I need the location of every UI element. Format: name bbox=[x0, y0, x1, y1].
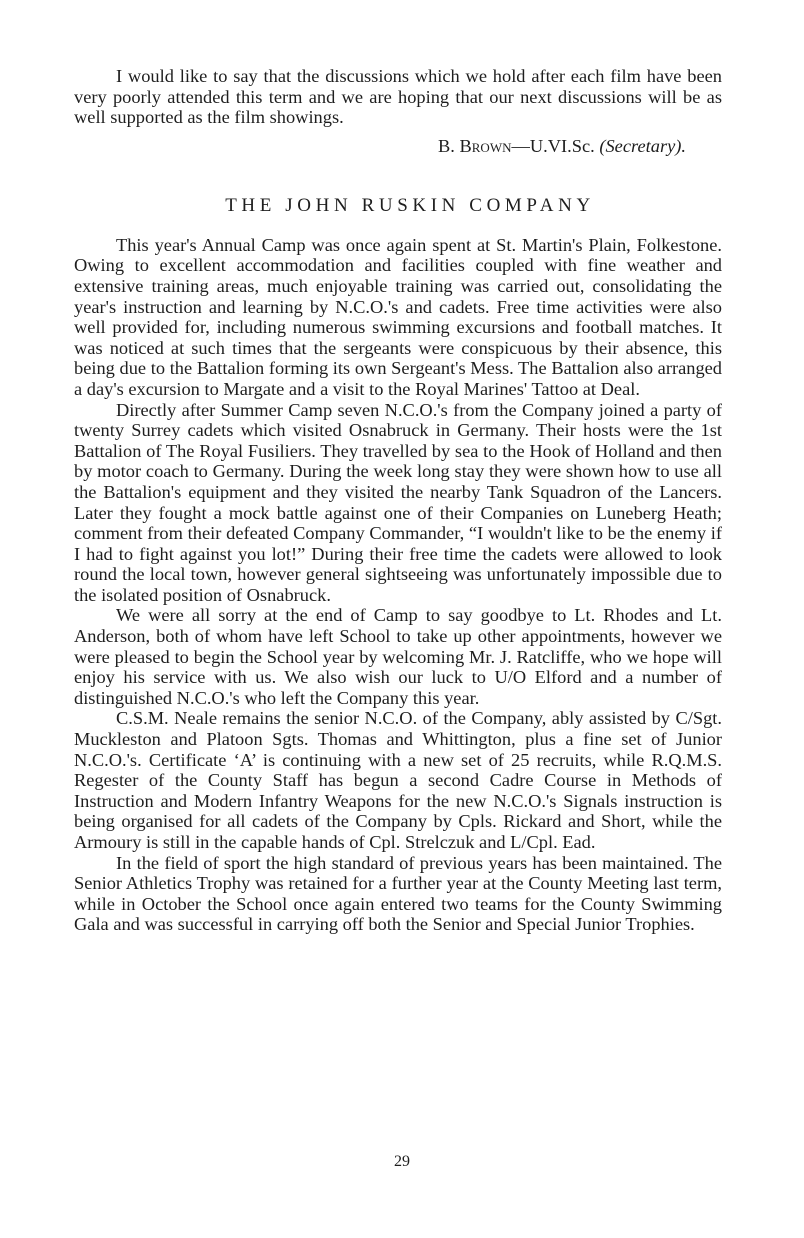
signature-name: B. Brown bbox=[438, 135, 512, 156]
body-paragraph: C.S.M. Neale remains the senior N.C.O. of the Company, ably assisted by C/Sgt. Muckleston and Platoon Sgts. Thomas and Whittington, plus a fine set of Junior N.C.O.'s. Certificate ‘A’ is continuing with a new set of 25 recruits, while R.Q.M.S. Regester of the County Staff has begun a second Cadre Course in Methods of Instruction and Modern Infantry Weapons for the new N.C.O.'s Signals instruction is being organised for all cadets of the Company by Cpls. Rickard and Short, while the Armoury is still in the capable hands of Cpl. Strelczuk and L/Cpl. Ead. bbox=[74, 708, 722, 852]
signature-line bbox=[74, 136, 686, 157]
page-number: 29 bbox=[394, 1153, 410, 1170]
signature-form: —U.VI.Sc. bbox=[511, 135, 595, 156]
body-paragraph: In the field of sport the high standard of previous years has been maintained. The Senior Athletics Trophy was retained for a further year at the County Meeting last term, while in October the School once again entered two teams for the County Swimming Gala and was successful in carrying off both the Senior and Special Junior Trophies. bbox=[74, 852, 722, 935]
section-heading: THE JOHN RUSKIN COMPANY bbox=[225, 194, 595, 216]
body-paragraph: We were all sorry at the end of Camp to say goodbye to Lt. Rhodes and Lt. Anderson, both of whom have left School to take up other appointments, however we were pleased to begin the School year by welcoming Mr. J. Ratcliffe, who we hope will enjoy his service with us. We also wish our luck to U/O Elford and a number of distinguished N.C.O.'s who left the Company this year. bbox=[74, 605, 722, 708]
document-page bbox=[74, 66, 722, 935]
intro-paragraph: I would like to say that the discussions which we hold after each film have been very poorly attended this term and we are hoping that our next discussions will be as well supported as the film showings. bbox=[74, 66, 722, 128]
body-paragraph: Directly after Summer Camp seven N.C.O.'s from the Company joined a party of twenty Surrey cadets which visited Osnabruck in Germany. Their hosts were the 1st Battalion of The Royal Fusiliers. They travelled by sea to the Hook of Holland and then by motor coach to Germany. During the week long stay they were shown how to use all the Battalion's equipment and they visited the nearby Tank Squadron of the Lancers. Later they fought a mock battle against one of their Companies on Luneberg Heath; comment from their defeated Company Commander, “I wouldn't like to be the enemy if I had to fight against you lot!” During their free time the cadets were allowed to look round the local town, however general sightseeing was unfortunately impossible due to the isolated position of Osnabruck. bbox=[74, 399, 722, 605]
signature-role: (Secretary). bbox=[599, 135, 686, 156]
body-paragraph: This year's Annual Camp was once again spent at St. Martin's Plain, Folkestone. Owing to excellent accommodation and facilities coupled with fine weather and extensive training areas, much enjoyable training was carried out, consolidating the year's instruction and learning by N.C.O.'s and cadets. Free time activities were also well provided for, including numerous swimming excursions and football matches. It was noticed at such times that the sergeants were conspicuous by their absence, this being due to the Battalion forming its own Sergeant's Mess. The Battalion also arranged a day's excursion to Margate and a visit to the Royal Marines' Tattoo at Deal. bbox=[74, 234, 722, 399]
